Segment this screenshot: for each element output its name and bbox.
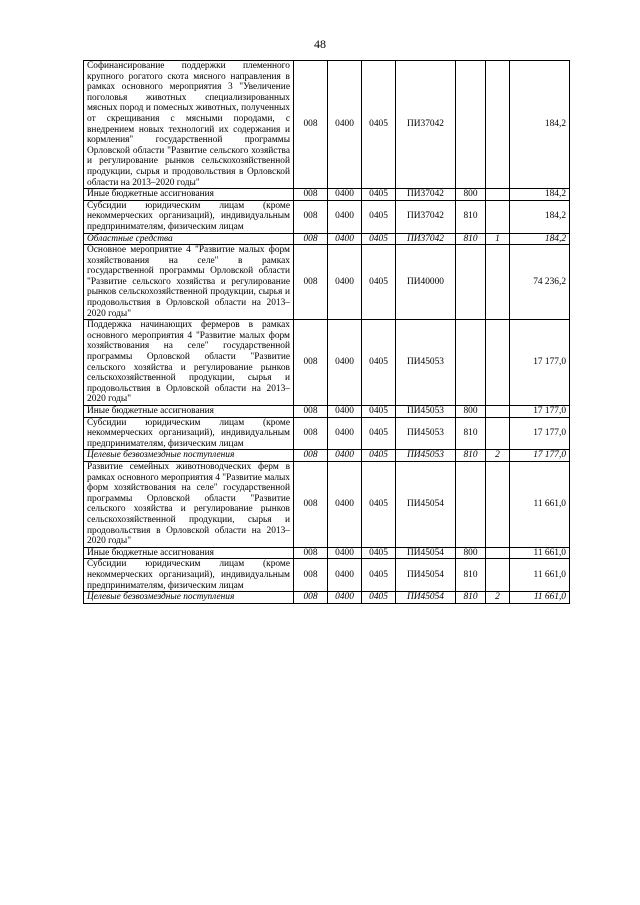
expense-type-cell: [456, 320, 486, 406]
amount-cell: 17 177,0: [510, 417, 570, 450]
expense-type-cell: 800: [456, 189, 486, 201]
section-code-cell: 0400: [328, 450, 362, 462]
expense-type-cell: 810: [456, 233, 486, 245]
row-name-cell: Иные бюджетные ассигнования: [84, 189, 294, 201]
table-row: [84, 61, 570, 189]
target-article-cell: ПИ40000: [396, 245, 456, 320]
subsection-code-cell: 0405: [362, 417, 396, 450]
funding-source-cell: [486, 461, 510, 547]
funding-source-cell: 2: [486, 592, 510, 604]
section-code-cell: 0400: [328, 461, 362, 547]
funding-source-cell: 1: [486, 233, 510, 245]
section-code-cell: 0400: [328, 61, 362, 189]
table-row: [84, 461, 570, 547]
subsection-code-cell: 0405: [362, 233, 396, 245]
expense-type-cell: 810: [456, 592, 486, 604]
subsection-code-cell: 0405: [362, 245, 396, 320]
table-row: [84, 233, 570, 245]
table-row: [84, 559, 570, 592]
row-name-cell: Иные бюджетные ассигнования: [84, 547, 294, 559]
funding-source-cell: [486, 547, 510, 559]
section-code-cell: 0400: [328, 547, 362, 559]
subsection-code-cell: 0405: [362, 592, 396, 604]
target-article-cell: ПИ45053: [396, 406, 456, 418]
table-row: [84, 406, 570, 418]
expense-type-cell: 810: [456, 559, 486, 592]
expense-type-cell: 810: [456, 450, 486, 462]
target-article-cell: ПИ37042: [396, 189, 456, 201]
table-row: [84, 547, 570, 559]
funding-source-cell: [486, 200, 510, 233]
section-code-cell: 0400: [328, 189, 362, 201]
amount-cell: 17 177,0: [510, 450, 570, 462]
amount-cell: 11 661,0: [510, 547, 570, 559]
section-code-cell: 0400: [328, 592, 362, 604]
target-article-cell: ПИ45054: [396, 461, 456, 547]
expense-type-cell: [456, 245, 486, 320]
section-code-cell: 0400: [328, 245, 362, 320]
section-code-cell: 0400: [328, 233, 362, 245]
subsection-code-cell: 0405: [362, 406, 396, 418]
row-name-cell: Целевые безвозмездные поступления: [84, 592, 294, 604]
grbs-code-cell: 008: [294, 320, 328, 406]
expense-type-cell: 810: [456, 417, 486, 450]
target-article-cell: ПИ45054: [396, 547, 456, 559]
grbs-code-cell: 008: [294, 461, 328, 547]
page-number: 48: [314, 37, 326, 51]
section-code-cell: 0400: [328, 200, 362, 233]
row-name-cell: Софинансирование поддержки племенного крупного рогатого скота мясного направления в рамках основного мероприятия 3 "Увеличение поголовья животных специализированных мясных пород и помесных животных, полученных от скрещивания с мясными породами, с внедрением новых технологий их содержания и кормления" государственной программы Орловской области "Развитие сельского хозяйства и регулирование рынков сельскохозяйственной продукции, сырья и продовольствия в Орловской области на 2013–2020 годы": [84, 61, 294, 189]
amount-cell: 184,2: [510, 189, 570, 201]
amount-cell: 11 661,0: [510, 559, 570, 592]
table-row: [84, 450, 570, 462]
grbs-code-cell: 008: [294, 189, 328, 201]
subsection-code-cell: 0405: [362, 200, 396, 233]
row-name-cell: Иные бюджетные ассигнования: [84, 406, 294, 418]
target-article-cell: ПИ45054: [396, 592, 456, 604]
table-row: [84, 189, 570, 201]
row-name-cell: Областные средства: [84, 233, 294, 245]
budget-table-body: [84, 61, 570, 604]
subsection-code-cell: 0405: [362, 461, 396, 547]
grbs-code-cell: 008: [294, 592, 328, 604]
grbs-code-cell: 008: [294, 245, 328, 320]
row-name-cell: Субсидии юридическим лицам (кроме некоммерческих организаций), индивидуальным предпринимателям, физическим лицам: [84, 200, 294, 233]
expense-type-cell: 800: [456, 547, 486, 559]
section-code-cell: 0400: [328, 406, 362, 418]
grbs-code-cell: 008: [294, 547, 328, 559]
subsection-code-cell: 0405: [362, 61, 396, 189]
table-row: [84, 200, 570, 233]
amount-cell: 11 661,0: [510, 461, 570, 547]
amount-cell: 11 661,0: [510, 592, 570, 604]
subsection-code-cell: 0405: [362, 559, 396, 592]
amount-cell: 184,2: [510, 233, 570, 245]
amount-cell: 184,2: [510, 200, 570, 233]
grbs-code-cell: 008: [294, 406, 328, 418]
table-row: [84, 245, 570, 320]
target-article-cell: ПИ37042: [396, 61, 456, 189]
row-name-cell: Субсидии юридическим лицам (кроме некоммерческих организаций), индивидуальным предпринимателям, физическим лицам: [84, 559, 294, 592]
table-row: [84, 417, 570, 450]
funding-source-cell: [486, 320, 510, 406]
funding-source-cell: [486, 406, 510, 418]
grbs-code-cell: 008: [294, 233, 328, 245]
budget-table: [83, 60, 570, 604]
expense-type-cell: [456, 461, 486, 547]
funding-source-cell: [486, 245, 510, 320]
target-article-cell: ПИ37042: [396, 233, 456, 245]
target-article-cell: ПИ45053: [396, 417, 456, 450]
target-article-cell: ПИ37042: [396, 200, 456, 233]
section-code-cell: 0400: [328, 320, 362, 406]
grbs-code-cell: 008: [294, 200, 328, 233]
amount-cell: 74 236,2: [510, 245, 570, 320]
target-article-cell: ПИ45053: [396, 450, 456, 462]
table-row: [84, 592, 570, 604]
row-name-cell: Поддержка начинающих фермеров в рамках основного мероприятия 4 "Развитие малых форм хозяйствования на селе" государственной программы Орловской области "Развитие сельского хозяйства и регулирование рынков сельскохозяйственной продукции, сырья и продовольствия в Орловской области на 2013–2020 годы": [84, 320, 294, 406]
section-code-cell: 0400: [328, 559, 362, 592]
subsection-code-cell: 0405: [362, 320, 396, 406]
subsection-code-cell: 0405: [362, 547, 396, 559]
row-name-cell: Основное мероприятие 4 "Развитие малых форм хозяйствования на селе" в рамках государственной программы Орловской области "Развитие сельского хозяйства и регулирование рынков сельскохозяйственной продукции, сырья и продовольствия в Орловской области на 2013–2020 годы": [84, 245, 294, 320]
row-name-cell: Субсидии юридическим лицам (кроме некоммерческих организаций), индивидуальным предпринимателям, физическим лицам: [84, 417, 294, 450]
row-name-cell: Целевые безвозмездные поступления: [84, 450, 294, 462]
funding-source-cell: [486, 559, 510, 592]
section-code-cell: 0400: [328, 417, 362, 450]
grbs-code-cell: 008: [294, 559, 328, 592]
subsection-code-cell: 0405: [362, 450, 396, 462]
grbs-code-cell: 008: [294, 450, 328, 462]
expense-type-cell: 800: [456, 406, 486, 418]
row-name-cell: Развитие семейных животноводческих ферм в рамках основного мероприятия 4 "Развитие малых форм хозяйствования на селе" государственной программы Орловской области "Развитие сельского хозяйства и регулирование рынков сельскохозяйственной продукции, сырья и продовольствия в Орловской области на 2013–2020 годы": [84, 461, 294, 547]
grbs-code-cell: 008: [294, 61, 328, 189]
amount-cell: 184,2: [510, 61, 570, 189]
grbs-code-cell: 008: [294, 417, 328, 450]
subsection-code-cell: 0405: [362, 189, 396, 201]
expense-type-cell: [456, 61, 486, 189]
funding-source-cell: 2: [486, 450, 510, 462]
amount-cell: 17 177,0: [510, 320, 570, 406]
target-article-cell: ПИ45053: [396, 320, 456, 406]
funding-source-cell: [486, 189, 510, 201]
amount-cell: 17 177,0: [510, 406, 570, 418]
table-row: [84, 320, 570, 406]
target-article-cell: ПИ45054: [396, 559, 456, 592]
funding-source-cell: [486, 417, 510, 450]
funding-source-cell: [486, 61, 510, 189]
expense-type-cell: 810: [456, 200, 486, 233]
